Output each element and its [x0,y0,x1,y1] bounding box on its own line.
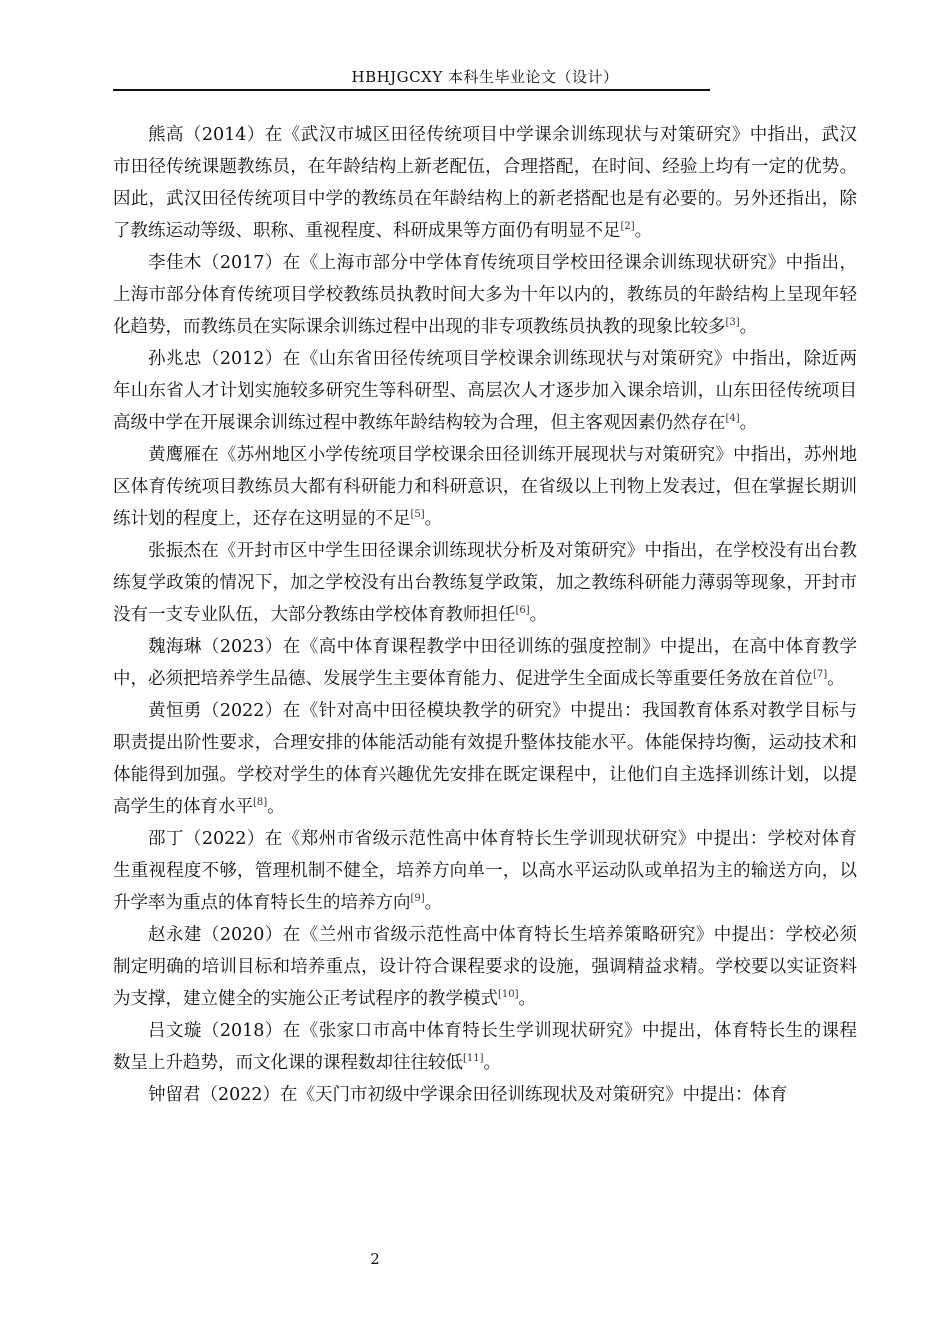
paragraph-text: 李佳木（2017）在《上海市部分中学体育传统项目学校田径课余训练现状研究》中指出，上海市部分体育传统项目学校教练员执教时间大多为十年以内的，教练员的年龄结构上呈现年轻化趋势，而教练员在实际课余训练过程中出现的非专项教练员执教的现象比较多 [113,253,857,337]
paragraph [113,343,857,439]
paragraph-text: 黄鹰雁在《苏州地区小学传统项目学校课余田径训练开展现状与对策研究》中指出，苏州地区体育传统项目教练员大都有科研能力和科研意识，在省级以上刊物上发表过，但在掌握长期训练计划的程度上，还存在这明显的不足 [113,445,857,529]
page-number: 2 [370,1250,380,1268]
citation-ref: [9] [410,893,425,905]
paragraph [113,439,857,535]
document-body [113,119,857,1111]
paragraph-text: 孙兆忠（2012）在《山东省田径传统项目学校课余训练现状与对策研究》中指出，除近两年山东省人才计划实施较多研究生等科研型、高层次人才逐步加入课余培训，山东田径传统项目高级中学在开展课余训练过程中教练年龄结构较为合理，但主客观因素仍然存在 [113,349,857,433]
paragraph-text: 魏海琳（2023）在《高中体育课程教学中田径训练的强度控制》中提出，在高中体育教学中，必须把培养学生品德、发展学生主要体育能力、促进学生全面成长等重要任务放在首位 [113,637,857,689]
paragraph-text: 张振杰在《开封市区中学生田径课余训练现状分析及对策研究》中指出，在学校没有出台教练复学政策的情况下，加之学校没有出台教练复学政策，加之教练科研能力薄弱等现象，开封市没有一支专业队伍，大部分教练由学校体育教师担任 [113,541,857,625]
paragraph [113,535,857,631]
paragraph [113,823,857,919]
paragraph-end: 。 [634,221,653,241]
page-header [113,66,857,88]
citation-ref: [8] [253,797,268,809]
paragraph-end: 。 [529,605,548,625]
paragraph-text: 吕文璇（2018）在《张家口市高中体育特长生学训现状研究》中提出，体育特长生的课程数呈上升趋势，而文化课的课程数却往往较低 [113,1021,857,1073]
paragraph [113,1079,857,1111]
paragraph-text: 熊高（2014）在《武汉市城区田径传统项目中学课余训练现状与对策研究》中指出，武汉市田径传统课题教练员，在年龄结构上新老配伍，合理搭配，在时间、经验上均有一定的优势。因此，武汉田径传统项目中学的教练员在年龄结构上的新老搭配也是有必要的。另外还指出，除了教练运动等级、职称、重视程度、科研成果等方面仍有明显不足 [113,125,857,241]
paragraph [113,119,857,247]
paragraph [113,919,857,1015]
citation-ref: [6] [515,605,530,617]
paragraph-end: 。 [483,1053,502,1073]
citation-ref: [7] [813,669,828,681]
header-rule-double [113,90,710,91]
paragraph [113,1015,857,1079]
citation-ref: [10] [498,989,519,1001]
paragraph-end: 。 [424,509,443,529]
paragraph-text: 黄恒勇（2022）在《针对高中田径模块教学的研究》中提出：我国教育体系对教学目标与职责提出阶性要求，合理安排的体能活动能有效提升整体技能水平。体能保持均衡，运动技术和体能得到加强。学校对学生的体育兴趣优先安排在既定课程中，让他们自主选择训练计划，以提高学生的体育水平 [113,701,857,817]
paragraph [113,631,857,695]
paragraph-text: 钟留君（2022）在《天门市初级中学课余田径训练现状及对策研究》中提出：体育 [148,1085,788,1105]
citation-ref: [2] [620,221,635,233]
paragraph-text: 邵丁（2022）在《郑州市省级示范性高中体育特长生学训现状研究》中提出：学校对体育生重视程度不够，管理机制不健全，培养方向单一，以高水平运动队或单招为主的输送方向，以升学率为重点的体育特长生的培养方向 [113,829,857,913]
paragraph-end: 。 [827,669,845,689]
header-title: HBHJGCXY 本科生毕业论文（设计） [351,68,619,86]
citation-ref: [11] [463,1053,484,1065]
paragraph-end: 。 [424,893,443,913]
paragraph-end: 。 [739,317,758,337]
paragraph [113,695,857,823]
paragraph-text: 赵永建（2020）在《兰州市省级示范性高中体育特长生培养策略研究》中提出：学校必须制定明确的培训目标和培养重点，设计符合课程要求的设施，强调精益求精。学校要以实证资料为支撑，建立健全的实施公正考试程序的教学模式 [113,925,857,1009]
citation-ref: [5] [410,509,425,521]
paragraph-end: 。 [739,413,758,433]
citation-ref: [4] [725,413,740,425]
citation-ref: [3] [725,317,740,329]
paragraph-end: 。 [518,989,537,1009]
paragraph [113,247,857,343]
paragraph-end: 。 [267,797,285,817]
